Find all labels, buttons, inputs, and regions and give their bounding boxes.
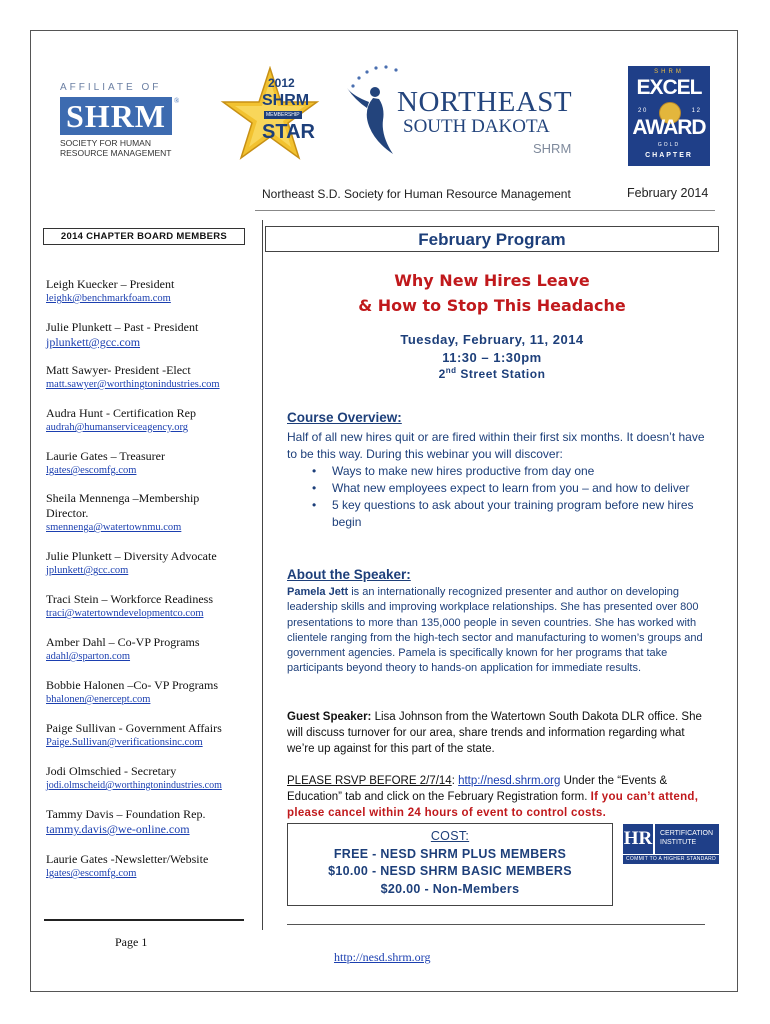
nesd-logo-northeast: NORTHEAST: [397, 86, 573, 118]
excel-logo-year-left: 2 0: [638, 108, 647, 114]
member-name: Julie Plunkett – Past - President: [46, 320, 199, 334]
nesd-shrm-logo: [345, 62, 590, 162]
member-name: Laurie Gates – Treasurer: [46, 449, 165, 463]
hrci-line1: CERTIFICATION: [660, 830, 714, 837]
excel-logo-year-right: 1 2: [691, 108, 700, 114]
board-member: [46, 721, 258, 750]
rsvp-instructions: Under the “Events & Education” tab and click on the February Registration form.: [287, 775, 668, 803]
board-member: [46, 592, 258, 621]
hr-certification-institute-logo: [623, 824, 719, 864]
member-name: Paige Sullivan - Government Affairs: [46, 721, 222, 735]
cost-box: [287, 823, 613, 906]
rsvp-cancel-warning: If you can’t attend, please cancel within 24 hours of event to control costs.: [287, 791, 699, 819]
shrm-excel-award-logo: [628, 66, 710, 166]
board-member: [46, 852, 258, 881]
member-email-link[interactable]: traci@watertowndevelopmentco.com: [46, 608, 204, 619]
member-name: Sheila Mennenga –Membership: [46, 491, 200, 505]
header-divider: [255, 210, 715, 211]
excel-logo-award: AWARD: [632, 116, 706, 139]
column-divider: [262, 220, 263, 930]
shrm-membership-star-logo: [220, 66, 320, 166]
hrci-mark: HR: [623, 824, 653, 854]
member-name: Amber Dahl – Co-VP Programs: [46, 635, 200, 649]
shrm-affiliate-line2: RESOURCE MANAGEMENT: [60, 148, 172, 158]
event-time: 11:30 – 1:30pm: [442, 350, 542, 365]
member-email-link[interactable]: jplunkett@gcc.com: [46, 565, 129, 576]
list-item: • Ways to make new hires productive from day one: [310, 463, 710, 480]
board-member: [46, 406, 258, 435]
board-member: [46, 549, 258, 578]
rsvp-colon: :: [451, 775, 459, 787]
list-item: • What new employees expect to learn from you – and how to deliver: [310, 480, 710, 497]
excel-logo-shrm: SHRM: [654, 69, 684, 75]
star-logo-year: 2012: [268, 76, 295, 90]
rsvp-link[interactable]: http://nesd.shrm.org: [458, 775, 561, 787]
footer-website-link[interactable]: http://nesd.shrm.org: [334, 950, 431, 964]
member-email-link[interactable]: bhalonen@enercept.com: [46, 694, 151, 705]
nesd-logo-south-dakota: SOUTH DAKOTA: [403, 116, 550, 137]
member-email-link[interactable]: matt.sawyer@worthingtonindustries.com: [46, 379, 220, 390]
course-bullet-list: [310, 463, 710, 531]
member-email-link[interactable]: leighk@benchmarkfoam.com: [46, 293, 171, 304]
member-name: Bobbie Halonen –Co- VP Programs: [46, 678, 218, 692]
member-email-link[interactable]: audrah@humanserviceagency.org: [46, 422, 189, 433]
guest-speaker: [287, 709, 715, 757]
member-name: Audra Hunt - Certification Rep: [46, 406, 196, 420]
newsletter-org-name: Northeast S.D. Society for Human Resource Management: [262, 187, 571, 201]
registered-icon: ®: [174, 97, 180, 105]
member-email-link[interactable]: Paige.Sullivan@verificationsinc.com: [46, 737, 203, 748]
newsletter-date: February 2014: [627, 186, 709, 200]
shrm-affiliate-line1: SOCIETY FOR HUMAN: [60, 138, 151, 148]
page-number: Page 1: [115, 935, 148, 949]
member-email-link[interactable]: tammy.davis@we-online.com: [46, 822, 190, 836]
hrci-tagline: COMMIT TO A HIGHER STANDARD: [623, 855, 719, 864]
hrci-line2: INSTITUTE: [660, 839, 697, 846]
star-logo-membership: MEMBERSHIP: [266, 112, 300, 118]
cost-basic-members: $10.00 - NESD SHRM BASIC MEMBERS: [328, 864, 572, 878]
shrm-affiliate-logo: [60, 82, 200, 177]
member-name: Matt Sawyer- President -Elect: [46, 363, 191, 377]
about-speaker-heading: About the Speaker:: [287, 567, 411, 582]
star-logo-star: STAR: [262, 121, 315, 143]
course-overview-heading: Course Overview:: [287, 410, 402, 425]
rsvp-notice: [287, 773, 715, 821]
event-location: [265, 366, 719, 381]
guest-speaker-label: Guest Speaker:: [287, 711, 372, 723]
excel-logo-chapter: CHAPTER: [645, 152, 693, 159]
cost-label: COST:: [430, 829, 470, 843]
excel-logo-gold: GOLD: [657, 142, 681, 148]
board-member: [46, 363, 258, 392]
program-heading-box: [265, 226, 719, 252]
board-member: [46, 449, 258, 478]
board-members-heading: 2014 CHAPTER BOARD MEMBERS: [43, 228, 245, 245]
board-member: [46, 678, 258, 707]
member-email-link[interactable]: lgates@escomfg.com: [46, 868, 137, 879]
member-name-cont: Director.: [46, 506, 89, 520]
member-name: Jodi Olmschied - Secretary: [46, 764, 177, 778]
event-date: Tuesday, February, 11, 2014: [400, 332, 584, 347]
event-location-sup: nd: [445, 366, 457, 375]
program-title-line2: & How to Stop This Headache: [358, 296, 626, 315]
member-email-link[interactable]: smennenga@watertownmu.com: [46, 522, 182, 533]
figure-with-stars-icon: [345, 62, 405, 162]
member-name: Julie Plunkett – Diversity Advocate: [46, 549, 217, 563]
board-member: [46, 635, 258, 664]
member-email-link[interactable]: lgates@escomfg.com: [46, 465, 137, 476]
cost-non-members: $20.00 - Non-Members: [380, 881, 520, 896]
board-member: [46, 807, 258, 836]
speaker-bio-text: is an internationally recognized presenter and author on developing leadership skills and improving workplace relationships. She has presented over 800 presentations to more than 135,000 people in seven countries. She has worked with clientele ranging from the high-tech sector and manufacturing to women’s groups and government agencies. Pamela is specifically known for her programs that take participants beyond theory to hands-on application for immediate results.: [287, 586, 703, 675]
board-member: [46, 320, 258, 349]
course-intro: Half of all new hires quit or are fired within their first six months. It doesn’t have to be this way. During this webinar you will discover:: [287, 430, 705, 461]
board-member: [46, 277, 258, 306]
excel-logo-excel: EXCEL: [636, 76, 702, 99]
left-column-divider: [44, 919, 244, 921]
member-name: Traci Stein – Workforce Readiness: [46, 592, 214, 606]
member-email-link[interactable]: jplunkett@gcc.com: [46, 335, 141, 349]
star-logo-shrm: SHRM: [262, 92, 310, 109]
event-location-num: 2: [438, 367, 446, 381]
member-email-link[interactable]: adahl@sparton.com: [46, 651, 131, 662]
member-name: Tammy Davis – Foundation Rep.: [46, 807, 206, 821]
board-member: [46, 491, 258, 535]
shrm-affiliate-title: AFFILIATE OF: [60, 82, 162, 93]
board-member: [46, 764, 258, 793]
list-item: • 5 key questions to ask about your training program before new hires begin: [310, 497, 710, 531]
member-name: Laurie Gates -Newsletter/Website: [46, 852, 209, 866]
member-email-link[interactable]: jodi.olmscheid@worthingtonindustries.com: [46, 780, 222, 791]
speaker-bio: [287, 585, 715, 677]
event-location-rest: Street Station: [456, 367, 546, 381]
guest-speaker-text: Lisa Johnson from the Watertown South Dakota DLR office. She will discuss turnover for our area, share trends and information regarding what we’re up against for this part of the state.: [287, 711, 702, 755]
cost-plus-members: FREE - NESD SHRM PLUS MEMBERS: [333, 846, 567, 861]
shrm-mark: SHRM: [60, 97, 172, 135]
nesd-logo-shrm: SHRM: [533, 141, 572, 156]
program-heading: February Program: [418, 230, 566, 249]
rsvp-deadline: PLEASE RSVP BEFORE 2/7/14: [287, 775, 452, 787]
program-title-line1: Why New Hires Leave: [394, 271, 590, 290]
speaker-name: Pamela Jett: [287, 586, 349, 598]
member-name: Leigh Kuecker – President: [46, 277, 175, 291]
right-column-divider: [287, 924, 705, 925]
